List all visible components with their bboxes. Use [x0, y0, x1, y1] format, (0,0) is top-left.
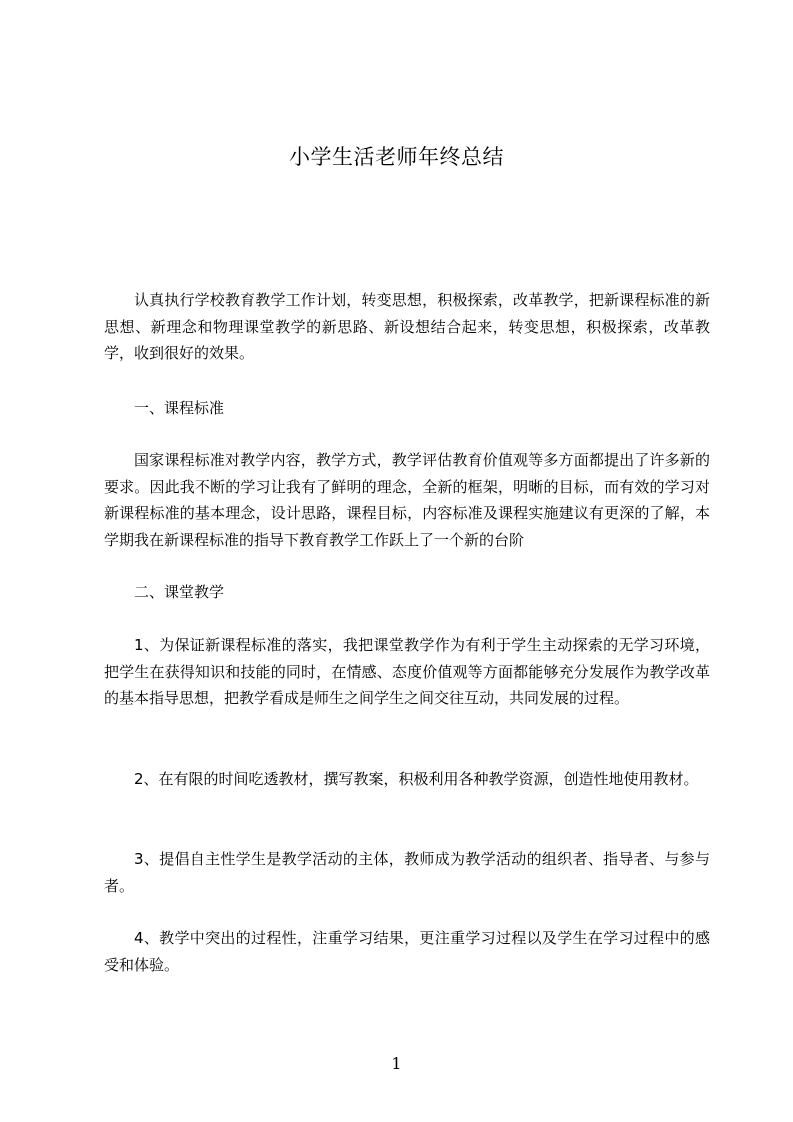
- classroom-item-3: 3、提倡自主性学生是教学活动的主体，教师成为教学活动的组织者、指导者、与参与者。: [104, 850, 710, 895]
- page-number: 1: [391, 1054, 402, 1073]
- section-heading-classroom: 二、课堂教学: [134, 583, 225, 601]
- classroom-item-2: 2、在有限的时间吃透教材，撰写教案，积极利用各种教学资源，创造性地使用教材。: [134, 770, 699, 788]
- intro-paragraph: 认真执行学校教育教学工作计划，转变思想，积极探索，改革教学，把新课程标准的新思想、新理念和物理课堂教学的新思路、新设想结合起来，转变思想，积极探索，改革教学，收到很好的效果。: [104, 291, 710, 362]
- curriculum-paragraph: 国家课程标准对教学内容，教学方式，教学评估教育价值观等多方面都提出了许多新的要求。因此我不断的学习让我有了鲜明的理念，全新的框架，明晰的目标，而有效的学习对新课程标准的基本理念，设计思路，课程目标，内容标准及课程实施建议有更深的了解，本学期我在新课程标准的指导下教育教学工作跃上了一个新的台阶: [104, 451, 710, 549]
- section-heading-curriculum: 一、课程标准: [134, 399, 225, 417]
- classroom-item-4: 4、教学中突出的过程性，注重学习结果，更注重学习过程以及学生在学习过程中的感受和体验。: [104, 929, 710, 974]
- classroom-item-1: 1、为保证新课程标准的落实，我把课堂教学作为有利于学生主动探索的无学习环境，把学生在获得知识和技能的同时，在情感、态度价值观等方面都能够充分发展作为教学改革的基本指导思想，把教学看成是师生之间学生之间交往互动，共同发展的过程。: [104, 636, 710, 707]
- document-title: 小学生活老师年终总结: [289, 145, 504, 169]
